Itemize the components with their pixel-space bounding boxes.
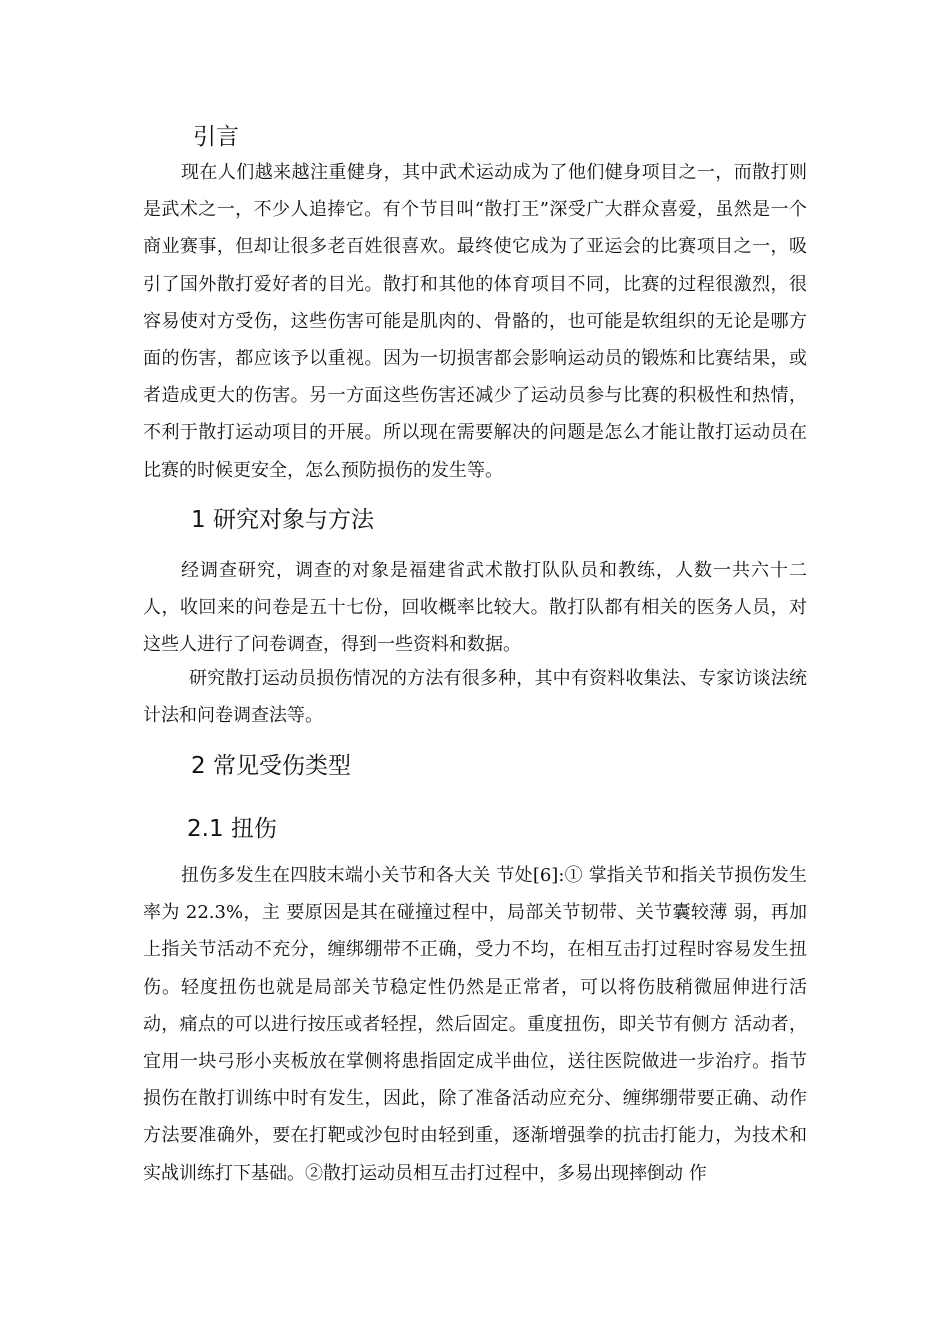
section-1-paragraph-2: 研究散打运动员损伤情况的方法有很多种，其中有资料收集法、专家访谈法统计法和问卷调查法等。 (143, 668, 807, 727)
intro-paragraph: 现在人们越来越注重健身，其中武术运动成为了他们健身项目之一，而散打则是武术之一，不少人追捧它。有个节目叫“散打王”深受广大群众喜爱，虽然是一个商业赛事，但却让很多老百姓很喜欢。最终使它成为了亚运会的比赛项目之一，吸引了国外散打爱好者的目光。散打和其他的体育项目不同，比赛的过程很激烈，很容易使对方受伤，这些伤害可能是肌肉的、骨骼的，也可能是软组织的无论是哪方面的伤害，都应该予以重视。因为一切损害都会影响运动员的锻炼和比赛结果，或者造成更大的伤害。另一方面这些伤害还减少了运动员参与比赛的积极性和热情，不利于散打运动项目的开展。所以现在需要解决的问题是怎么才能让散打运动员在比赛的时候更安全，怎么预防损伤的发生等。 (143, 162, 807, 481)
section-2-1-paragraph: 扭伤多发生在四肢末端小关节和各大关 节处[6]:① 掌指关节和指关节损伤发生率为 22.3%，主 要原因是其在碰撞过程中，局部关节韧带、关节囊较薄 弱，再加上指关节活动不充分，缠绑绷带不正确，受力不均，在相互击打过程时容易发生扭伤。轻度扭伤也就是局部关节稳定性仍然是正常者，可以将伤肢稍微屈伸进行活动，痛点的可以进行按压或者轻捏，然后固定。重度扭伤，即关节有侧方 活动者，宜用一块弓形小夹板放在掌侧将患指固定成半曲位，送往医院做进一步治疗。指节损伤在散打训练中时有发生，因此，除了准备活动应充分、缠绑绷带要正确、动作方法要准确外，要在打靶或沙包时由轻到重，逐渐增强拳的抗击打能力，为技术和实战训练打下基础。②散打运动员相互击打过程中，多易出现摔倒动 作 (143, 865, 807, 1184)
section-1-heading: 1 研究对象与方法 (191, 507, 374, 533)
intro-heading: 引言 (193, 124, 239, 150)
section-2-heading: 2 常见受伤类型 (191, 753, 351, 779)
section-2-1-heading: 2.1 扭伤 (187, 816, 277, 842)
section-1-paragraph-1: 经调查研究，调查的对象是福建省武术散打队队员和教练，人数一共六十二人，收回来的问卷是五十七份，回收概率比较大。散打队都有相关的医务人员，对这些人进行了问卷调查，得到一些资料和数据。 (143, 560, 807, 656)
